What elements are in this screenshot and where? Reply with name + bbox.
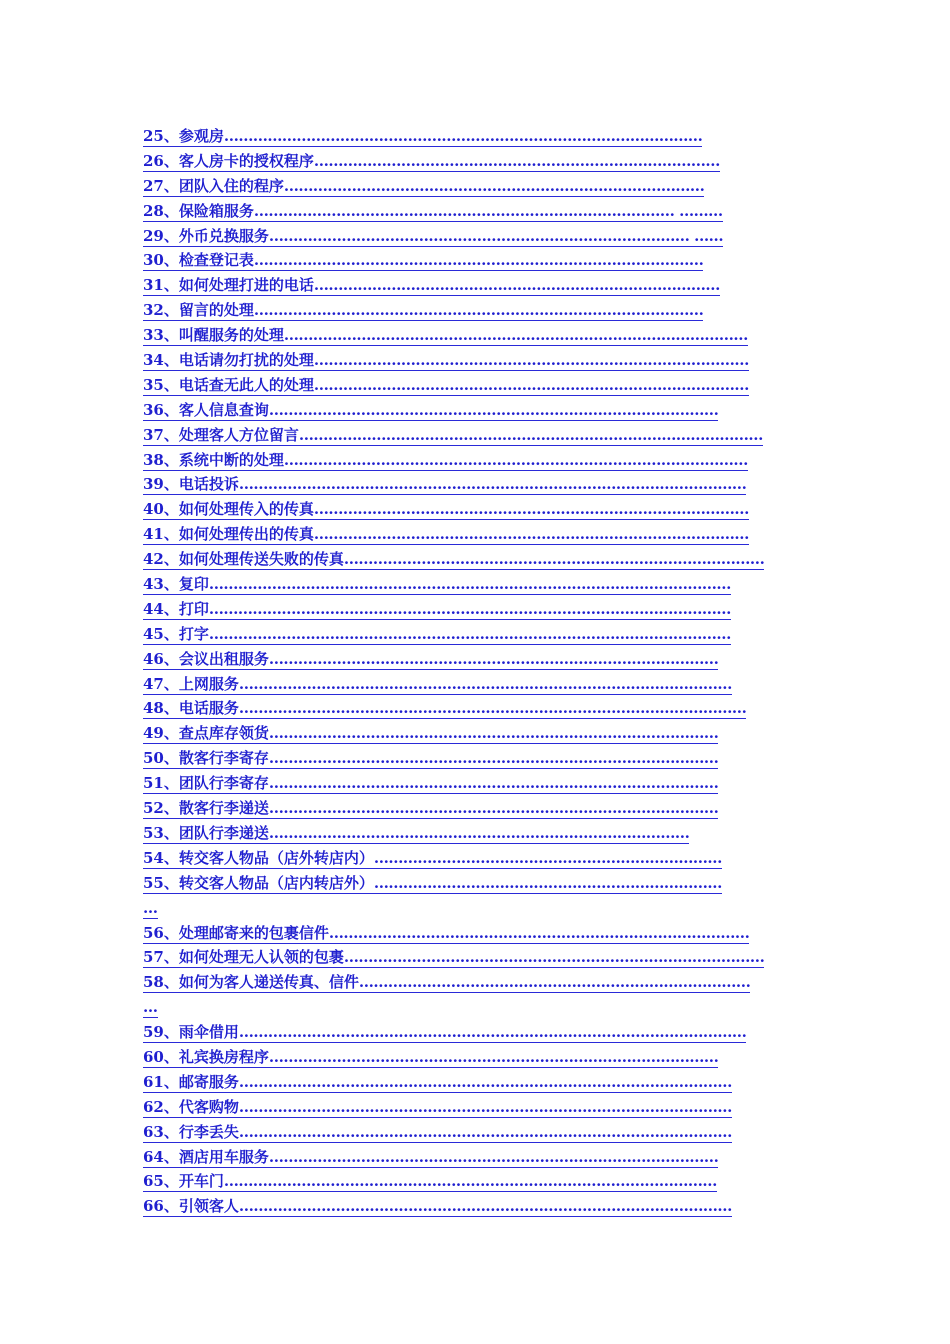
toc-entry: [143, 945, 807, 970]
toc-entry-label: 59、雨伞借用: [143, 1023, 239, 1042]
toc-link[interactable]: [143, 450, 748, 471]
toc-entry-label: 66、引领客人: [143, 1197, 239, 1216]
toc-leader-dots: ……………………………………………………………………………………………: [238, 475, 747, 494]
toc-entry: [143, 1020, 807, 1045]
toc-leader-dots: …………………………………………………………………………………: [268, 749, 719, 768]
toc-leader-dots: ……………………………………………………………………………: [283, 176, 705, 195]
toc-entry: [143, 721, 807, 746]
toc-entry-label: 32、留言的处理: [143, 301, 254, 320]
toc-entry-label: 36、客人信息查询: [143, 400, 269, 419]
toc-entry: [143, 224, 807, 249]
toc-entry: [143, 199, 807, 224]
toc-entry-label: 52、散客行李递送: [143, 799, 269, 818]
toc-link[interactable]: [143, 823, 689, 844]
toc-entry-label: 64、酒店用车服务: [143, 1147, 269, 1166]
toc-leader-dots: ………………………………………………………………: [373, 848, 722, 867]
toc-entry-continuation: [143, 995, 807, 1020]
toc-entry: [143, 472, 807, 497]
toc-entry-label: 65、开车门: [143, 1172, 224, 1191]
toc-entry: [143, 522, 807, 547]
toc-leader-dots: …………………………………………………………………………………: [268, 1047, 719, 1066]
toc-entry-label: 42、如何处理传送失败的传真: [143, 550, 344, 569]
toc-leader-dots: …………………………………………………………………………………: [268, 774, 719, 793]
toc-entry-label: 58、如何为客人递送传真、信件: [143, 973, 359, 992]
toc-leader-dots: ……………………………………………………………………………: [328, 923, 750, 942]
toc-entry-label: 56、处理邮寄来的包裹信件: [143, 923, 329, 942]
toc-link[interactable]: [143, 126, 702, 147]
toc-link-continuation[interactable]: …: [143, 898, 158, 917]
toc-link[interactable]: [143, 226, 723, 247]
toc-link[interactable]: [143, 275, 720, 296]
toc-entry-label: 34、电话请勿打扰的处理: [143, 351, 314, 370]
toc-entry-label: 62、代客购物: [143, 1097, 239, 1116]
toc-link[interactable]: [143, 201, 723, 222]
toc-entry-label: 29、外币兑换服务: [143, 226, 269, 245]
toc-leader-dots: …………………………………………………………………………: [313, 151, 720, 170]
toc-leader-dots: ………………………………………………………………………………………………: [208, 624, 731, 643]
toc-entry-label: 63、行李丢失: [143, 1122, 239, 1141]
toc-link[interactable]: [143, 400, 718, 421]
toc-entry: [143, 1045, 807, 1070]
toc-leader-dots: ………………………………………………………………………………………………: [208, 599, 731, 618]
toc-leader-dots: …………………………………………………………………………………: [253, 251, 704, 270]
toc-leader-dots: …………………………………………………………………………… ……: [268, 226, 724, 245]
toc-leader-dots: …………………………………………………………………………………………: [238, 674, 732, 693]
toc-link[interactable]: [143, 649, 718, 670]
toc-entry: [143, 323, 807, 348]
toc-link[interactable]: [143, 474, 746, 495]
toc-entry: [143, 771, 807, 796]
toc-entry: [143, 348, 807, 373]
toc-leader-dots: ………………………………………………………………………………: [313, 500, 749, 519]
toc-link[interactable]: [143, 723, 718, 744]
toc-entry: [143, 921, 807, 946]
toc-entry-label: 46、会议出租服务: [143, 649, 269, 668]
toc-link[interactable]: [143, 923, 749, 944]
toc-link[interactable]: [143, 1171, 717, 1192]
toc-leader-dots: ………………………………………………………………………………: [313, 375, 749, 394]
toc-leader-dots: …………………………………………………………………………………………: [238, 1097, 732, 1116]
toc-entry: [143, 647, 807, 672]
toc-link[interactable]: [143, 300, 703, 321]
toc-entry-label: 54、转交客人物品（店外转店内）: [143, 848, 374, 867]
toc-link[interactable]: [143, 1147, 718, 1168]
toc-leader-dots: …………………………………………………………………………………: [268, 1147, 719, 1166]
toc-leader-dots: ……………………………………………………………………………………: [283, 326, 748, 345]
toc-entry-label: 39、电话投诉: [143, 475, 239, 494]
toc-entry-label: 25、参观房: [143, 127, 224, 145]
toc-leader-dots: ……………………………………………………………………………………………: [238, 1023, 747, 1042]
toc-entry-label: 26、客人房卡的授权程序: [143, 151, 314, 170]
toc-entry: [143, 448, 807, 473]
toc-entry: [143, 124, 807, 149]
toc-link[interactable]: [143, 972, 750, 993]
toc-leader-dots: ……………………………………………………………………………………: [283, 450, 748, 469]
toc-leader-dots: ………………………………………………………………: [373, 873, 722, 892]
toc-entry-continuation: [143, 896, 807, 921]
toc-link[interactable]: [143, 1097, 732, 1118]
toc-entry-label: 31、如何处理打进的电话: [143, 276, 314, 295]
toc-leader-dots: …………………………………………………………………………………………: [223, 1172, 717, 1191]
toc-link[interactable]: [143, 1047, 718, 1068]
toc-entry-label: 38、系统中断的处理: [143, 450, 284, 469]
toc-entry: [143, 1194, 807, 1219]
toc-entry-label: 60、礼宾换房程序: [143, 1047, 269, 1066]
toc-entry-label: 41、如何处理传出的传真: [143, 525, 314, 544]
toc-entry: [143, 273, 807, 298]
toc-entry: [143, 622, 807, 647]
toc-link[interactable]: [143, 250, 703, 271]
toc-entry: [143, 1070, 807, 1095]
toc-entry-label: 50、散客行李寄存: [143, 749, 269, 768]
toc-leader-dots: …………………………………………………………………………………: [253, 301, 704, 320]
toc-link[interactable]: [143, 748, 718, 769]
toc-entry-label: 47、上网服务: [143, 674, 239, 693]
toc-leader-dots: ………………………………………………………………………………: [313, 351, 749, 370]
toc-entry: [143, 821, 807, 846]
toc-link[interactable]: [143, 499, 749, 520]
toc-link[interactable]: [143, 1072, 732, 1093]
toc-leader-dots: …………………………………………………………………………………………: [238, 1072, 732, 1091]
toc-entry: [143, 1120, 807, 1145]
toc-entry: [143, 373, 807, 398]
toc-link[interactable]: [143, 549, 764, 570]
toc-entry-label: 53、团队行李递送: [143, 823, 269, 842]
toc-entry: [143, 846, 807, 871]
toc-leader-dots: …………………………………………………………………………… ………: [253, 201, 723, 220]
toc-entry: [143, 1095, 807, 1120]
toc-leader-dots: …………………………………………………………………………………: [268, 724, 719, 743]
toc-entry: [143, 497, 807, 522]
toc-entry-label: 33、叫醒服务的处理: [143, 326, 284, 345]
toc-leader-dots: ……………………………………………………………………………: [343, 948, 765, 967]
toc-link[interactable]: [143, 848, 722, 869]
toc-entry: [143, 423, 807, 448]
toc-link[interactable]: [143, 425, 763, 446]
toc-entry-label: 49、查点库存领货: [143, 724, 269, 743]
toc-entry-label: 27、团队入住的程序: [143, 176, 284, 195]
toc-entry-label: 57、如何处理无人认领的包裹: [143, 948, 344, 967]
toc-link[interactable]: [143, 798, 718, 819]
toc-link[interactable]: [143, 524, 749, 545]
toc-entry: [143, 1145, 807, 1170]
toc-leader-dots: ………………………………………………………………………………: [313, 525, 749, 544]
toc-entry: [143, 1169, 807, 1194]
toc-link[interactable]: [143, 873, 722, 894]
toc-entry: [143, 597, 807, 622]
toc-leader-dots: …………………………………………………………………………………: [268, 400, 719, 419]
toc-entry: [143, 398, 807, 423]
toc-link[interactable]: [143, 773, 718, 794]
toc-leader-dots: …………………………………………………………………………………: [268, 799, 719, 818]
toc-leader-dots: ………………………………………………………………………………………: [223, 127, 703, 145]
toc-link[interactable]: [143, 176, 704, 197]
toc-entry: [143, 174, 807, 199]
toc-entry-label: 44、打印: [143, 599, 209, 618]
toc-link[interactable]: [143, 947, 764, 968]
toc-entry-label: 40、如何处理传入的传真: [143, 500, 314, 519]
toc-entry-label: 48、电话服务: [143, 699, 239, 718]
toc-link[interactable]: [143, 674, 732, 695]
toc-leader-dots: ………………………………………………………………………………………………: [208, 575, 731, 594]
toc-leader-dots: ………………………………………………………………………: [358, 973, 751, 992]
toc-link[interactable]: [143, 574, 731, 595]
toc-leader-dots: ……………………………………………………………………………: [268, 823, 690, 842]
toc-entry: [143, 248, 807, 273]
toc-entry-label: 30、检查登记表: [143, 251, 254, 270]
toc-leader-dots: ……………………………………………………………………………: [343, 550, 765, 569]
toc-link[interactable]: [143, 1196, 732, 1217]
toc-link[interactable]: [143, 1022, 746, 1043]
toc-entry: [143, 696, 807, 721]
toc-entry: [143, 746, 807, 771]
toc-entry-label: 45、打字: [143, 624, 209, 643]
toc-entry-label: 37、处理客人方位留言: [143, 425, 299, 444]
toc-leader-dots: …………………………………………………………………………………: [268, 649, 719, 668]
toc-entry-label: 28、保险箱服务: [143, 201, 254, 220]
toc-link[interactable]: [143, 624, 731, 645]
toc-entry: [143, 572, 807, 597]
toc-entry-label: 43、复印: [143, 575, 209, 594]
toc-link[interactable]: [143, 350, 749, 371]
toc-link[interactable]: [143, 698, 746, 719]
toc-entry: [143, 871, 807, 896]
toc-entry-label: 35、电话查无此人的处理: [143, 375, 314, 394]
toc-link-continuation[interactable]: …: [143, 998, 158, 1017]
toc-leader-dots: ……………………………………………………………………………………: [298, 425, 763, 444]
toc-leader-dots: …………………………………………………………………………: [313, 276, 720, 295]
toc-link[interactable]: [143, 325, 748, 346]
toc-entry: [143, 547, 807, 572]
toc-entry: [143, 149, 807, 174]
toc-leader-dots: …………………………………………………………………………………………: [238, 1197, 732, 1216]
toc-leader-dots: …………………………………………………………………………………………: [238, 1122, 732, 1141]
toc-leader-dots: ……………………………………………………………………………………………: [238, 699, 747, 718]
table-of-contents: [143, 124, 807, 1219]
toc-entry-label: 51、团队行李寄存: [143, 774, 269, 793]
toc-entry: [143, 796, 807, 821]
toc-entry-label: 55、转交客人物品（店内转店外）: [143, 873, 374, 892]
toc-link[interactable]: [143, 375, 749, 396]
toc-entry-label: 61、邮寄服务: [143, 1072, 239, 1091]
toc-entry: [143, 672, 807, 697]
toc-entry: [143, 970, 807, 995]
toc-entry: [143, 298, 807, 323]
toc-link[interactable]: [143, 151, 720, 172]
toc-link[interactable]: [143, 599, 731, 620]
toc-link[interactable]: [143, 1122, 732, 1143]
